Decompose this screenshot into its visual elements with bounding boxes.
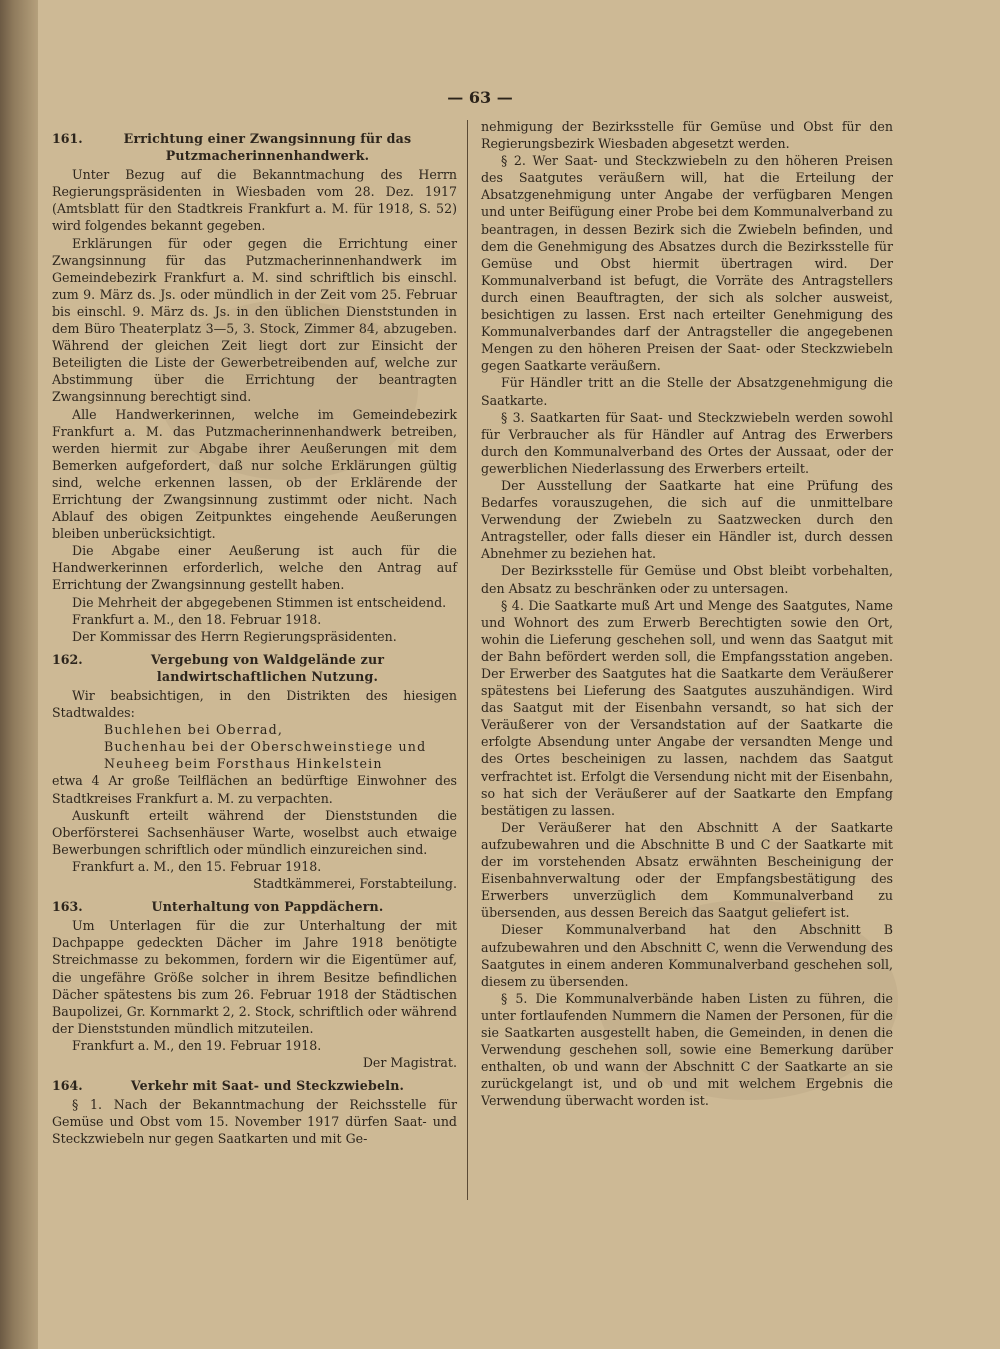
paragraph: Für Händler tritt an die Stelle der Absatzgenehmigung die Saatkarte. — [481, 375, 893, 408]
place-name: Buchlehen bei Oberrad, — [104, 722, 284, 738]
section-title: Errichtung einer Zwangsinnung für das Putzmacherinnenhandwerk. — [123, 131, 412, 164]
paragraph: Der Veräußerer hat den Abschnitt A der Saatkarte aufzubewahren und die Abschnitte B und C der Saatkarte mit der im vorstehenden Absatz erwähnten Bescheinigung der Eisenbahnverwaltung oder der Empfangsbestätigung des Erwerbers unverzüglich dem Kommunalverband zu übersenden, aus dessen Bereich das Saatgut geliefert ist. — [481, 819, 893, 921]
section-162-header — [52, 651, 457, 685]
section-163-header — [52, 898, 457, 915]
binding-gutter — [0, 0, 38, 1349]
signature: Stadtkämmerei, Forstabteilung. — [253, 876, 457, 892]
paragraph: Alle Handwerkerinnen, welche im Gemeindebezirk Frankfurt a. M. das Putzmacherinnenhandwerk betreiben, werden hiermit zur Abgabe ihrer Aeußerungen mit dem Bemerken aufgefordert, daß nur solche Erklärungen gültig sind, welche erkennen lassen, ob der Erklärende der Errichtung der Zwangsinnung zustimmt oder nicht. Nach Ablauf des obigen Zeitpunktes eingehende Aeußerungen bleiben unberücksichtigt. — [52, 406, 457, 542]
paragraph: § 5. Die Kommunalverbände haben Listen zu führen, die unter fortlaufenden Nummern die Namen der Personen, für die sie Saatkarten ausgestellt haben, die Gemeinden, in denen die Verwendung geschehen soll, sowie eine Bemerkung darüber enthalten, ob und wann der Abschnitt C der Saatkarte an sie zurückgelangt ist, und ob und mit welchem Ergebnis die Verwendung überwacht worden ist. — [481, 990, 893, 1109]
section-163 — [52, 898, 457, 1071]
paragraph: etwa 4 Ar große Teilflächen an bedürftige Einwohner des Stadtkreises Frankfurt a. M. zu verpachten. — [52, 773, 457, 806]
date-line: Frankfurt a. M., den 19. Februar 1918. — [72, 1037, 322, 1053]
section-title: Verkehr mit Saat- und Steckzwiebeln. — [130, 1078, 405, 1094]
right-column — [481, 118, 893, 1109]
paragraph: Dieser Kommunalverband hat den Abschnitt B aufzubewahren und den Abschnitt C, wenn die Verwendung des Saatgutes in einem anderen Kommunalverband geschehen soll, diesem zu übersenden. — [481, 922, 893, 989]
paragraph: § 1. Nach der Bekanntmachung der Reichsstelle für Gemüse und Obst vom 15. November 1917 dürfen Saat- und Steckzwiebeln nur gegen Saatkarten und mit Ge- — [52, 1097, 457, 1147]
paragraph: § 4. Die Saatkarte muß Art und Menge des Saatgutes, Name und Wohnort des zum Erwerb Berechtigten sowie den Ort, wohin die Lieferung geschehen soll, und wenn das Saatgut mit der Bahn befördert werden soll, die Empfangsstation angeben. Der Erwerber des Saatgutes hat die Saatkarte dem Veräußerer spätestens bei Lieferung des Saatgutes auszuhändigen. Wird das Saatgut mit der Eisenbahn versandt, so hat sich der Veräußerer von der Versandstation auf der Saatkarte die erfolgte Absendung unter Angabe der versandten Menge und des Ortes bescheinigen zu lassen, nachdem das Saatgut verfrachtet ist. Erfolgt die Versendung nicht mit der Eisenbahn, so hat sich der Veräußerer auf der Saatkarte den Empfang bestätigen zu lassen. — [481, 597, 893, 818]
section-number: 164. — [52, 1078, 83, 1094]
place-name: Neuheeg beim Forsthaus Hinkelstein — [104, 756, 383, 772]
paragraph: Wir beabsichtigen, in den Distrikten des hiesigen Stadtwaldes: — [52, 688, 457, 721]
paragraph: Die Mehrheit der abgegebenen Stimmen ist entscheidend. — [72, 594, 447, 610]
section-164 — [52, 1077, 457, 1147]
page-number: — 63 — — [447, 88, 513, 107]
signature: Der Kommissar des Herrn Regierungspräsidenten. — [72, 628, 397, 644]
section-number: 161. — [52, 131, 83, 146]
paragraph: Der Bezirksstelle für Gemüse und Obst bleibt vorbehalten, den Absatz zu beschränken oder zu untersagen. — [481, 563, 893, 596]
section-title: Vergebung von Waldgelände zur landwirtschaftlichen Nutzung. — [150, 651, 385, 684]
paragraph: Auskunft erteilt während der Dienststunden die Oberförsterei Sachsenhäuser Warte, woselbst auch etwaige Bewerbungen schriftlich oder mündlich einzureichen sind. — [52, 807, 457, 857]
date-line: Frankfurt a. M., den 15. Februar 1918. — [72, 858, 322, 874]
paragraph: Die Abgabe einer Aeußerung ist auch für die Handwerkerinnen erforderlich, welche den Antrag auf Errichtung der Zwangsinnung gestellt haben. — [52, 543, 457, 593]
date-line: Frankfurt a. M., den 18. Februar 1918. — [72, 611, 322, 627]
signature: Der Magistrat. — [362, 1054, 457, 1070]
place-name: Buchenhau bei der Oberschweinstiege und — [104, 739, 427, 755]
section-number: 163. — [52, 899, 83, 915]
section-number: 162. — [52, 651, 83, 667]
paragraph: § 2. Wer Saat- und Steckzwiebeln zu den höheren Preisen des Saatgutes veräußern will, hat die Erteilung der Absatzgenehmigung unter Angabe der verfügbaren Mengen und unter Beifügung einer Probe bei dem Kommunalverband zu beantragen, in dessen Bezirk sich die Zwiebeln befinden, und dem die Genehmigung des Absatzes durch die Bezirksstelle für Gemüse und Obst hiermit übertragen wird. Der Kommunalverband ist befugt, die Vorräte des Antragstellers durch einen Beauftragten, der sich als solcher ausweist, besichtigen zu lassen. Erst nach erteilter Genehmigung des Kommunalverbandes darf der Antragsteller die angegebenen Mengen zu den höheren Preisen der Saat- oder Steckzwiebeln gegen Saatkarte veräußern. — [481, 153, 893, 374]
paragraph: Um Unterlagen für die zur Unterhaltung der mit Dachpappe gedeckten Dächer im Jahre 1918 benötigte Streichmasse zu bekommen, fordern wir die Eigentümer auf, die ungefähre Größe solcher in ihrem Besitze befindlichen Dächer spätestens bis zum 26. Februar 1918 der Städtischen Baupolizei, Gr. Kornmarkt 2, 2. Stock, schriftlich oder während der Dienststunden mündlich mitzuteilen. — [52, 918, 457, 1036]
paragraph: Der Ausstellung der Saatkarte hat eine Prüfung des Bedarfes vorauszugehen, die sich auf die unmittelbare Verwendung der Zwiebeln zu Saatzwecken durch den Antragsteller, oder falls dieser ein Händler ist, durch dessen Abnehmer zu beziehen hat. — [481, 477, 893, 562]
left-column — [52, 130, 457, 1153]
paragraph: nehmigung der Bezirksstelle für Gemüse und Obst für den Regierungsbezirk Wiesbaden abgesetzt werden. — [481, 119, 893, 152]
section-161-header — [52, 130, 457, 164]
section-164-header — [52, 1077, 457, 1094]
paragraph: § 3. Saatkarten für Saat- und Steckzwiebeln werden sowohl für Verbraucher als für Händler auf Antrag des Erwerbers durch den Kommunalverband des Ortes der Aussaat, oder der gewerblichen Niederlassung des Erwerbers erteilt. — [481, 409, 893, 476]
section-162 — [52, 651, 457, 892]
paragraph: Erklärungen für oder gegen die Errichtung einer Zwangsinnung für das Putzmacherinnenhandwerk im Gemeindebezirk Frankfurt a. M. sind schriftlich bis einschl. zum 9. März ds. Js. oder mündlich in der Zeit vom 25. Februar bis einschl. 9. März ds. Js. in den üblichen Dienststunden in dem Büro Theaterplatz 3—5, 3. Stock, Zimmer 84, abzugeben. Während der gleichen Zeit liegt dort zur Einsicht der Beteiligten die Liste der Gewerbetreibenden auf, welche zur Abstimmung über die Errichtung der beantragten Zwangsinnung berechtigt sind. — [52, 235, 457, 405]
section-title: Unterhaltung von Pappdächern. — [151, 899, 384, 915]
section-161 — [52, 130, 457, 645]
column-divider — [467, 120, 468, 1200]
paragraph: Unter Bezug auf die Bekanntmachung des Herrn Regierungspräsidenten in Wiesbaden vom 28. Dez. 1917 (Amtsblatt für den Stadtkreis Frankfurt a. M. für 1918, S. 52) wird folgendes bekannt gegeben. — [52, 167, 457, 234]
